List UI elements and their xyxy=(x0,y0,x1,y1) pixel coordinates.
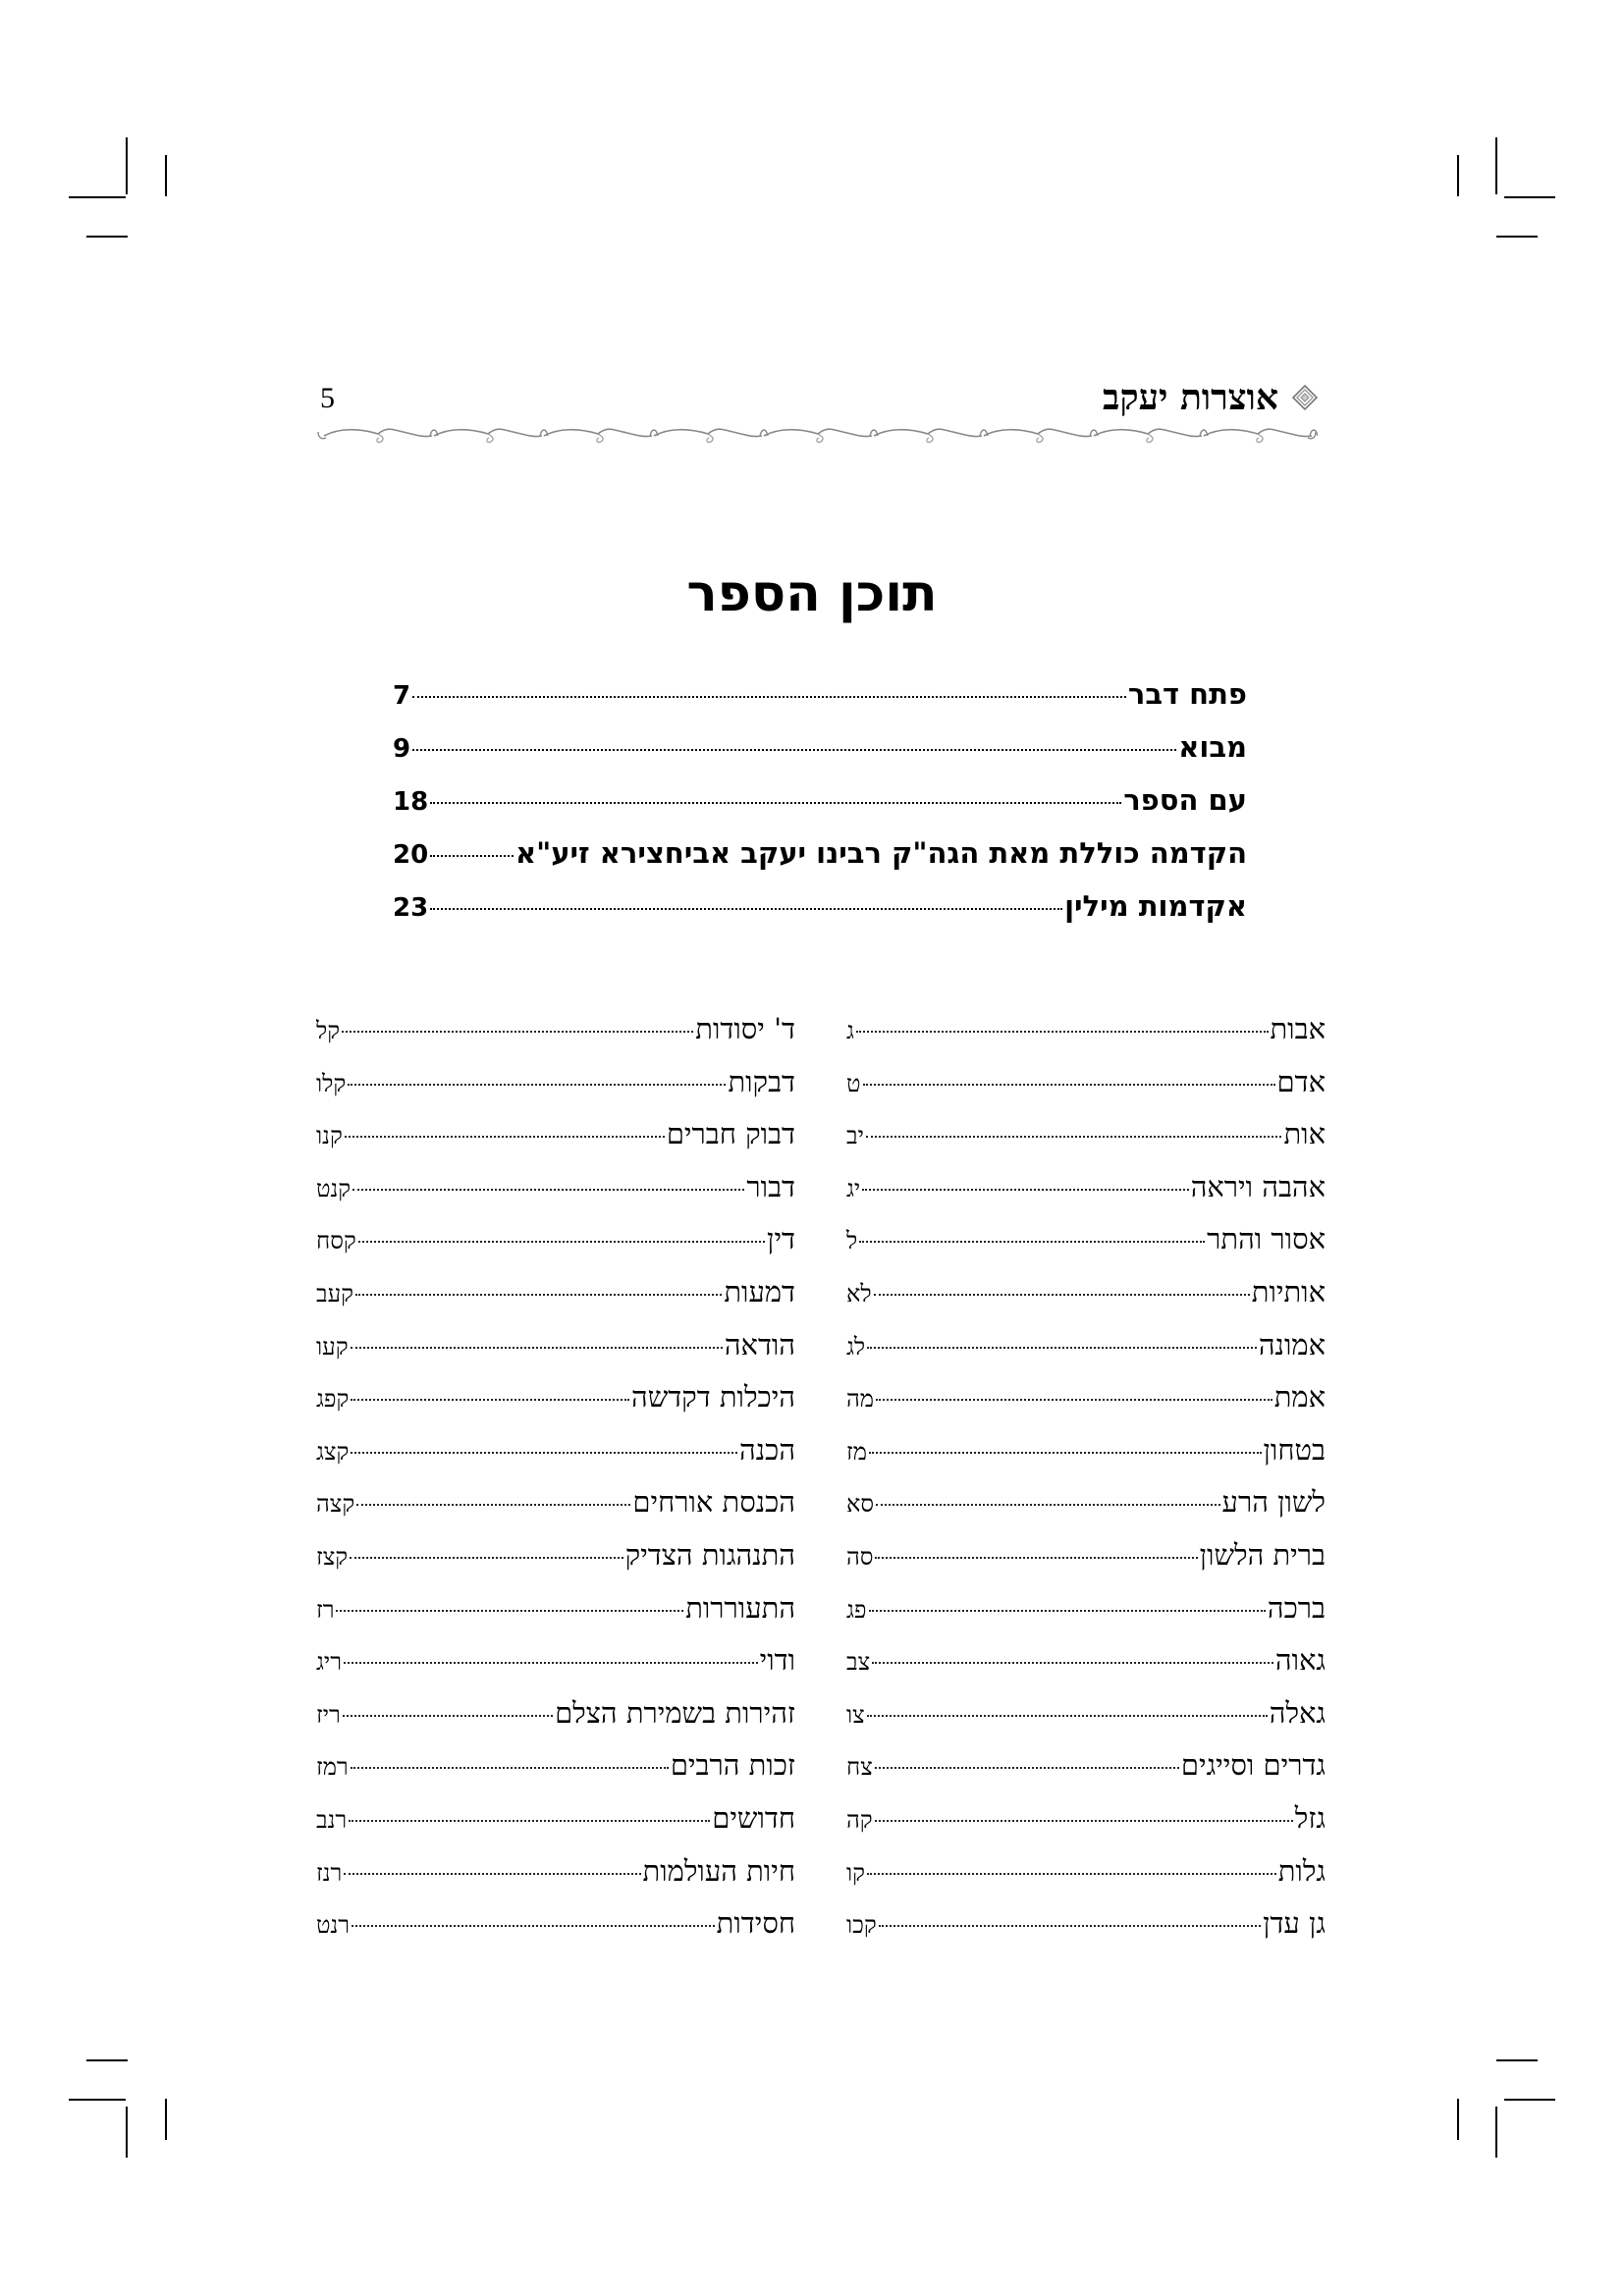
dot-leader xyxy=(356,1504,630,1506)
toc-entry-title: אמונה xyxy=(1258,1327,1326,1362)
toc-row[interactable] xyxy=(846,1161,1326,1214)
toc-entry-title: ד' יסודות xyxy=(695,1012,795,1045)
toc-row[interactable] xyxy=(846,1582,1326,1635)
toc-entry-page: רמז xyxy=(316,1753,349,1782)
dot-leader xyxy=(866,1136,1282,1138)
crop-mark xyxy=(126,137,128,194)
page-title: תוכן הספר xyxy=(686,564,938,623)
toc-entry-title: זהירות בשמירת הצלם xyxy=(555,1695,795,1730)
toc-row[interactable] xyxy=(316,1161,795,1214)
page-number: 5 xyxy=(320,382,335,414)
dot-leader xyxy=(867,1873,1276,1875)
dot-leader xyxy=(859,1241,1205,1243)
dot-leader xyxy=(351,1347,723,1349)
toc-entry-page: קצה xyxy=(316,1490,355,1519)
toc-row[interactable] xyxy=(316,1845,795,1898)
dot-leader xyxy=(856,1031,1269,1033)
toc-entry-page: קל xyxy=(316,1017,341,1044)
toc-row[interactable] xyxy=(316,1266,795,1319)
toc-row[interactable] xyxy=(846,1056,1326,1109)
toc-entry-title: ברית הלשון xyxy=(1199,1537,1326,1572)
toc-row[interactable] xyxy=(846,1424,1326,1477)
toc-entry-title: הכנה xyxy=(739,1432,795,1467)
toc-entry-title: היכלות דקדשה xyxy=(631,1380,795,1415)
toc-entry-page: קנט xyxy=(316,1174,352,1202)
toc-entry-title: הקדמה כוללת מאת הגה"ק רבינו יעקב אביחצירא זיע"א xyxy=(514,836,1247,870)
dot-leader xyxy=(876,1504,1219,1506)
crop-mark xyxy=(1504,196,1555,198)
crop-mark xyxy=(69,196,126,198)
toc-entry-page: רנב xyxy=(316,1805,348,1834)
dot-leader xyxy=(348,1084,726,1086)
toc-row[interactable] xyxy=(316,1108,795,1161)
dot-leader xyxy=(412,749,1176,751)
dot-leader xyxy=(350,1557,623,1559)
toc-entry-page: 7 xyxy=(393,681,411,711)
dot-leader xyxy=(351,1767,669,1769)
dot-leader xyxy=(351,1452,737,1454)
dot-leader xyxy=(349,1820,710,1822)
toc-row[interactable] xyxy=(316,1687,795,1740)
toc-row[interactable] xyxy=(846,1003,1326,1056)
toc-entry-title: אקדמות מילין xyxy=(1064,889,1247,923)
dot-leader xyxy=(352,1925,715,1927)
toc-entry-page: קסח xyxy=(316,1227,356,1255)
dot-leader xyxy=(869,1452,1262,1454)
dot-leader xyxy=(355,1294,722,1296)
toc-row[interactable] xyxy=(846,1213,1326,1266)
toc-row[interactable] xyxy=(846,1634,1326,1687)
dot-leader xyxy=(430,802,1121,804)
running-title-group xyxy=(1103,373,1318,422)
toc-row[interactable] xyxy=(846,1739,1326,1792)
toc-row[interactable] xyxy=(393,774,1247,827)
toc-row[interactable] xyxy=(316,1003,795,1056)
toc-row[interactable] xyxy=(846,1108,1326,1161)
toc-entry-page: ריז xyxy=(316,1700,341,1729)
crop-mark xyxy=(165,155,167,196)
toc-entry-title: אבות xyxy=(1270,1012,1326,1045)
toc-entry-title: ברכה xyxy=(1267,1590,1326,1625)
toc-row[interactable] xyxy=(316,1476,795,1529)
toc-entry-title: גאלה xyxy=(1269,1695,1326,1730)
toc-entry-title: אהבה ויראה xyxy=(1190,1169,1326,1203)
toc-entry-title: אסור והתר xyxy=(1207,1222,1326,1256)
toc-row[interactable] xyxy=(393,721,1247,774)
toc-row[interactable] xyxy=(316,1792,795,1845)
toc-row[interactable] xyxy=(316,1582,795,1635)
toc-row[interactable] xyxy=(316,1634,795,1687)
toc-entry-page: קכו xyxy=(846,1911,877,1940)
toc-row[interactable] xyxy=(846,1845,1326,1898)
toc-row[interactable] xyxy=(316,1897,795,1950)
toc-row[interactable] xyxy=(316,1371,795,1424)
crop-mark xyxy=(1504,2099,1555,2101)
toc-entry-title: בטחון xyxy=(1263,1432,1326,1467)
toc-entry-title: דין xyxy=(767,1222,795,1256)
toc-row[interactable] xyxy=(846,1266,1326,1319)
toc-entry-page: לא xyxy=(846,1279,872,1308)
toc-entry-page: רנז xyxy=(316,1858,343,1887)
dot-leader xyxy=(430,908,1062,910)
toc-entry-page: יב xyxy=(846,1122,864,1150)
dot-leader xyxy=(875,1557,1197,1559)
toc-entry-page: קנו xyxy=(316,1122,343,1150)
toc-entry-page: 9 xyxy=(393,734,411,764)
crop-mark xyxy=(1457,155,1459,196)
toc-entry-page: 20 xyxy=(393,840,429,870)
toc-entry-title: גאוה xyxy=(1274,1643,1326,1678)
dot-leader xyxy=(879,1925,1261,1927)
toc-row[interactable] xyxy=(846,1476,1326,1529)
toc-entry-title: גן עדן xyxy=(1263,1906,1326,1941)
toc-entry-title: הכנסת אורחים xyxy=(632,1485,795,1520)
toc-row[interactable] xyxy=(846,1792,1326,1845)
crop-mark xyxy=(86,2059,128,2061)
toc-entry-title: התנהגות הצדיק xyxy=(624,1537,795,1572)
toc-entry-title: התעוררות xyxy=(685,1590,795,1625)
dot-leader xyxy=(862,1189,1188,1191)
dot-leader xyxy=(351,1399,629,1401)
toc-row[interactable] xyxy=(393,667,1247,721)
toc-entry-title: חדושים xyxy=(712,1800,795,1835)
toc-entry-title: מבוא xyxy=(1178,730,1247,764)
toc-entry-title: אדם xyxy=(1276,1064,1326,1098)
running-title: אוצרות יעקב xyxy=(1103,377,1278,418)
toc-entry-title: אמת xyxy=(1273,1380,1326,1415)
crop-mark xyxy=(69,2099,126,2101)
toc-row[interactable] xyxy=(316,1424,795,1477)
toc-entry-page: קעב xyxy=(316,1279,353,1308)
toc-entry-page: רז xyxy=(316,1595,335,1624)
toc-entry-page: קפג xyxy=(316,1385,350,1414)
toc-entry-page: 23 xyxy=(393,893,429,923)
toc-entry-title: חסידות xyxy=(716,1906,795,1941)
toc-entry-page: קלו xyxy=(316,1069,347,1097)
dot-leader xyxy=(344,1873,640,1875)
dot-leader xyxy=(343,1715,553,1717)
dot-leader xyxy=(336,1610,683,1612)
toc-row[interactable] xyxy=(316,1529,795,1582)
dot-leader xyxy=(342,1031,693,1033)
toc-entry-page: סא xyxy=(846,1490,875,1519)
toc-entry-page: 18 xyxy=(393,787,429,817)
toc-row[interactable] xyxy=(846,1371,1326,1424)
dot-leader xyxy=(345,1136,665,1138)
toc-entry-page: רנט xyxy=(316,1911,351,1940)
toc-row[interactable] xyxy=(393,827,1247,880)
toc-row[interactable] xyxy=(846,1687,1326,1740)
crop-mark xyxy=(1457,2099,1459,2140)
front-matter-toc xyxy=(393,667,1247,933)
toc-entry-page: קה xyxy=(846,1805,873,1834)
toc-entry-title: לשון הרע xyxy=(1221,1485,1326,1520)
toc-entry-page: מה xyxy=(846,1385,875,1414)
toc-row[interactable] xyxy=(846,1529,1326,1582)
toc-entry-page: צו xyxy=(846,1700,865,1729)
toc-entry-title: עם הספר xyxy=(1123,783,1247,817)
toc-entry-page: ל xyxy=(846,1227,858,1255)
dot-leader xyxy=(872,1662,1273,1664)
toc-entry-page: מז xyxy=(846,1437,867,1466)
toc-entry-page: פג xyxy=(846,1595,867,1624)
toc-entry-title: גזל xyxy=(1294,1800,1326,1835)
toc-entry-title: הודאה xyxy=(724,1327,795,1362)
crop-mark xyxy=(126,2107,128,2158)
dot-leader xyxy=(867,1347,1257,1349)
dot-leader xyxy=(412,696,1126,698)
toc-entry-title: דבור xyxy=(746,1169,795,1203)
dot-leader xyxy=(430,855,514,857)
toc-entry-page: קצז xyxy=(316,1542,349,1571)
dot-leader xyxy=(874,1294,1250,1296)
index-column-left xyxy=(316,1003,795,1950)
toc-row[interactable] xyxy=(316,1213,795,1266)
crop-mark xyxy=(86,236,128,238)
diamond-icon xyxy=(1292,385,1318,410)
toc-entry-page: ריג xyxy=(316,1648,343,1677)
toc-row[interactable] xyxy=(846,1319,1326,1372)
toc-entry-page: קצג xyxy=(316,1437,350,1466)
ornament-divider-icon xyxy=(316,424,1318,448)
toc-entry-page: ט xyxy=(846,1069,861,1097)
toc-entry-title: דמעות xyxy=(724,1274,795,1308)
toc-entry-title: גלות xyxy=(1277,1853,1326,1888)
toc-entry-title: זכות הרבים xyxy=(670,1748,795,1783)
crop-mark xyxy=(1495,2107,1497,2158)
toc-entry-title: גדרים וסייגים xyxy=(1180,1748,1326,1783)
crop-mark xyxy=(1496,236,1538,238)
toc-entry-title: פתח דבר xyxy=(1127,677,1247,711)
dot-leader xyxy=(876,1399,1272,1401)
toc-entry-title: דבקות xyxy=(728,1064,795,1098)
toc-row[interactable] xyxy=(846,1897,1326,1950)
toc-entry-page: צב xyxy=(846,1648,871,1677)
toc-row[interactable] xyxy=(316,1319,795,1372)
toc-entry-title: אות xyxy=(1283,1117,1326,1151)
dot-leader xyxy=(358,1241,765,1243)
toc-entry-title: ודוי xyxy=(759,1643,795,1678)
dot-leader xyxy=(352,1189,744,1191)
dot-leader xyxy=(863,1084,1275,1086)
dot-leader xyxy=(875,1820,1293,1822)
toc-entry-page: צח xyxy=(846,1753,873,1782)
toc-entry-page: ג xyxy=(846,1017,854,1044)
crop-mark xyxy=(1495,137,1497,194)
crop-mark xyxy=(1496,2059,1538,2061)
toc-entry-page: קו xyxy=(846,1858,865,1887)
index-column-right xyxy=(846,1003,1326,1950)
toc-entry-page: קעו xyxy=(316,1332,349,1361)
toc-entry-page: יג xyxy=(846,1174,861,1202)
dot-leader xyxy=(869,1610,1266,1612)
dot-leader xyxy=(875,1767,1179,1769)
dot-leader xyxy=(867,1715,1268,1717)
toc-entry-title: דבוק חברים xyxy=(666,1117,795,1151)
toc-row[interactable] xyxy=(393,880,1247,933)
toc-entry-title: חיות העולמות xyxy=(642,1853,795,1888)
toc-row[interactable] xyxy=(316,1739,795,1792)
dot-leader xyxy=(344,1662,758,1664)
toc-row[interactable] xyxy=(316,1056,795,1109)
toc-entry-page: סה xyxy=(846,1542,874,1571)
toc-entry-page: לג xyxy=(846,1332,866,1361)
crop-mark xyxy=(165,2099,167,2140)
toc-entry-title: אותיות xyxy=(1251,1274,1326,1308)
